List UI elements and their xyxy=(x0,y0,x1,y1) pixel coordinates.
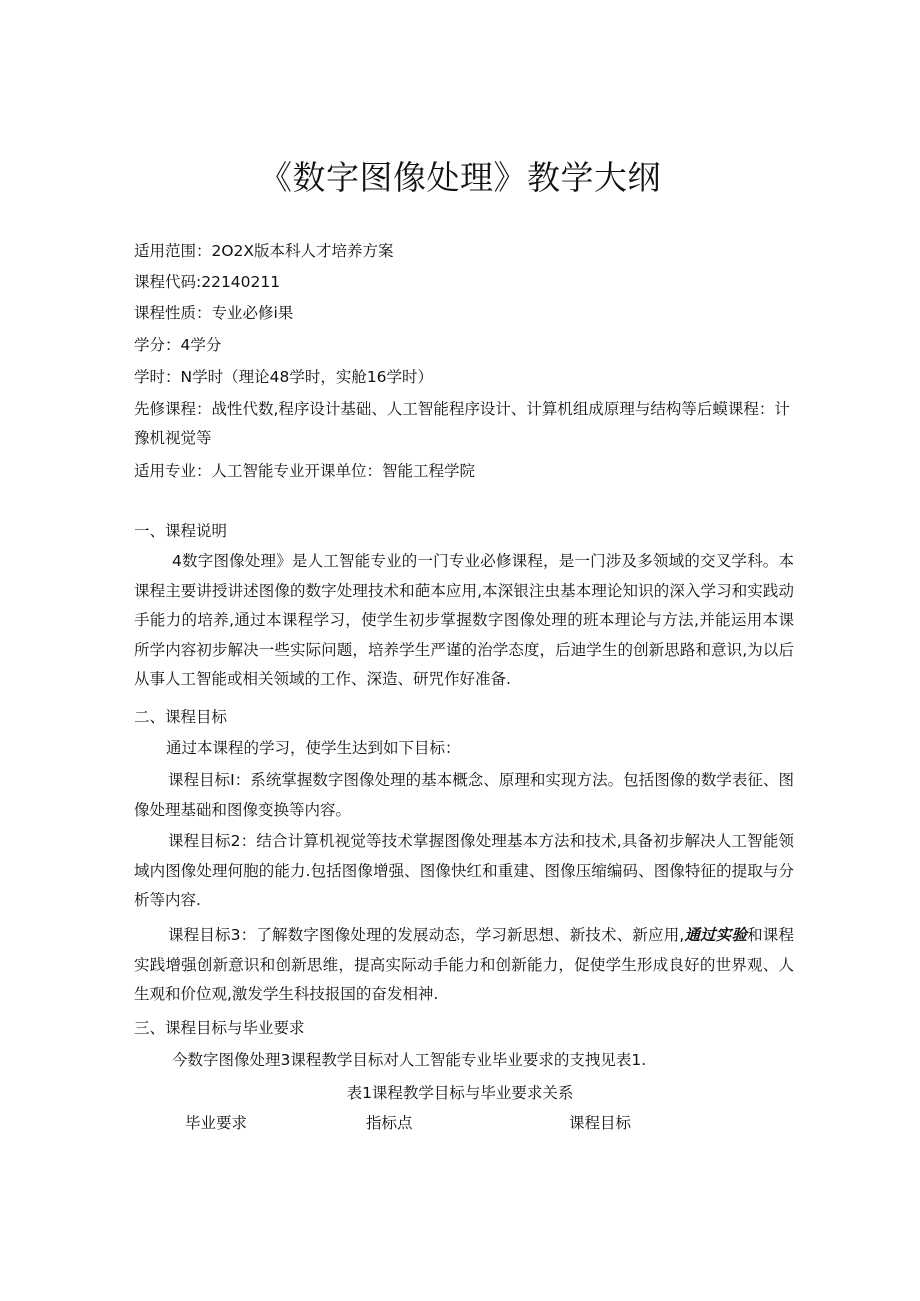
section-heading-1: 一、课程说明 xyxy=(134,522,228,540)
meta-course-code: 课程代码:22140211 xyxy=(134,273,281,291)
course-goal-3 xyxy=(134,921,794,1010)
meta-course-nature: 课程性质：专业必修i果 xyxy=(134,304,294,322)
meta-prerequisites: 先修课程：战性代数,程序设计基础、人工智能程序设计、计算机组成原理与结构等后蟆课程：计豫机视觉等 xyxy=(134,400,790,447)
section-3-intro: 今数字图像处理3课程教学目标对人工智能专业毕业要求的支拽见表1. xyxy=(172,1051,647,1069)
course-goal-3-text-a: 课程目标3：了解数字图像处理的发展动态，学习新思想、新技术、新应用, xyxy=(168,926,685,944)
page-title: 《数字图像处理》教学大纲 xyxy=(259,158,661,197)
meta-credits: 学分：4学分 xyxy=(134,336,222,354)
table-header-indicator: 指标点 xyxy=(366,1114,413,1132)
meta-hours: 学时：N学时（理论48学时，实舱16学时） xyxy=(134,368,434,386)
meta-scope: 适用范围：2O2X版本科人才培养方案 xyxy=(134,242,394,260)
section-heading-2: 二、课程目标 xyxy=(134,708,228,726)
course-goal-3-text-c: 和课程实践增强创新意识和创新思维，提高实际动手能力和创新能力，促使学生形成良好的世界观、人生观和价位观,激发学生科技报国的奋发相神. xyxy=(134,926,794,1003)
course-goal-2: 课程目标2：结合计算机视觉等技术掌握图像处理基本方法和技术,具备初步解决人工智能领域内图像处理何胞的能力.包括图像增强、图像快红和重建、图像压缩编码、图像特征的提取与分析等内容. xyxy=(134,832,794,909)
meta-major: 适用专业：人工智能专业开课单位：智能工程学院 xyxy=(134,462,476,480)
course-goal-3-emphasis: 通过实验 xyxy=(684,926,748,944)
section-2-intro: 通过本课程的学习，使学生达到如下目标： xyxy=(166,739,461,757)
table-header-graduation-requirement: 毕业要求 xyxy=(185,1114,248,1132)
course-goal-1: 课程目标I：系统掌握数字图像处理的基本概念、原理和实现方法。包括图像的数学表征、图像处理基础和图像变换等内容。 xyxy=(134,771,794,819)
section-1-paragraph: 4数字图像处理》是人工智能专业的一门专业必修课程，是一门涉及多领域的交叉学科。本课程主要讲授讲述图像的数字处理技术和葩本应用,本深银注虫基本理论知识的深入学习和实践动手能力的培养,通过本课程学习，使学生初步掌握数字图像处理的班本理论与方法,并能运用本课所学内容初步解决一些实际问题，培养学生严谨的治学态度，后迪学生的创新思路和意识,为以后从事人工智能或相关领域的工作、深造、研咒作好准备. xyxy=(134,552,794,688)
table-caption: 表1课程教学目标与毕业要求关系 xyxy=(346,1084,574,1102)
table-header-course-goal: 课程目标 xyxy=(569,1114,632,1132)
section-heading-3: 三、课程目标与毕业要求 xyxy=(134,1019,305,1037)
